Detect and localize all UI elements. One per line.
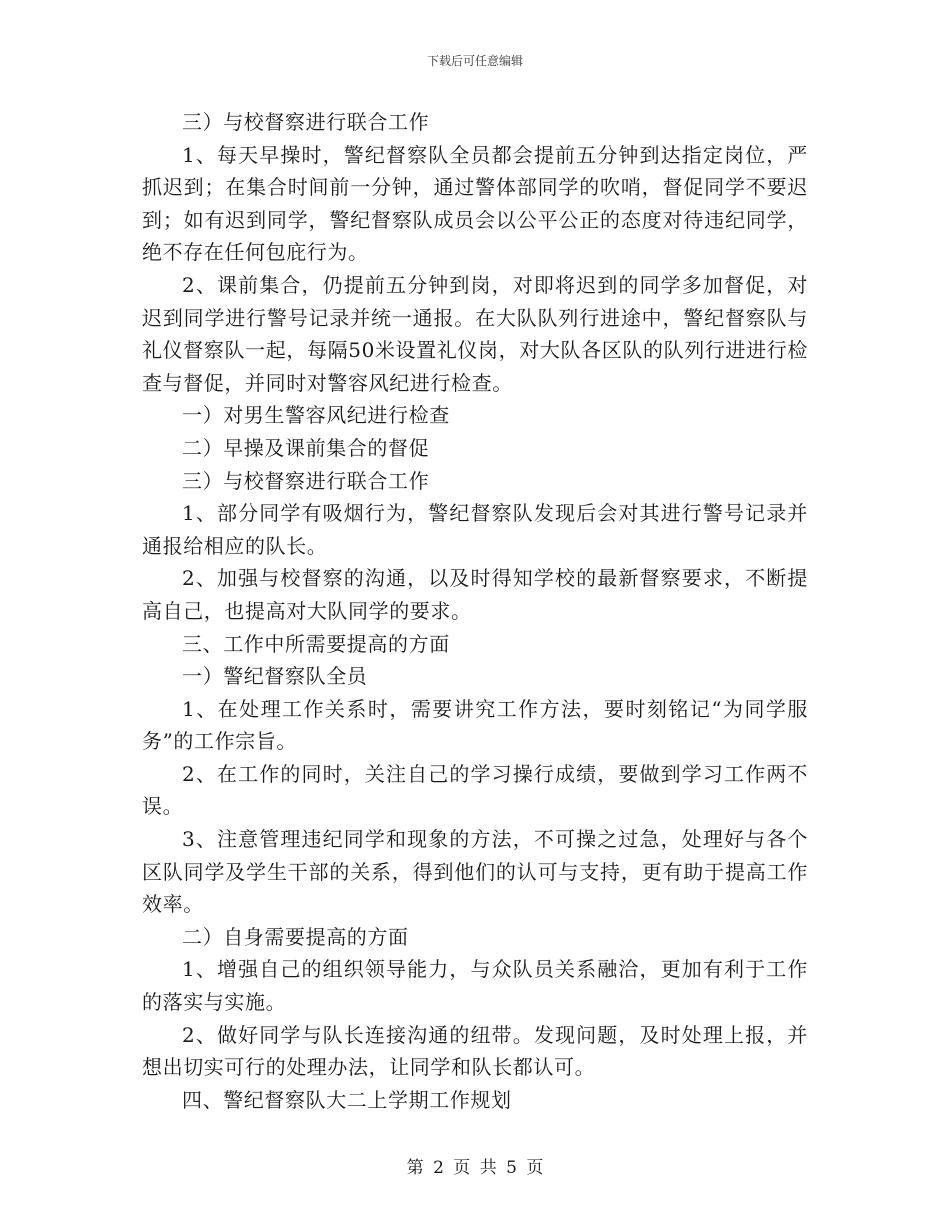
body-paragraph: 2、做好同学与队长连接沟通的纽带。发现问题，及时处理上报，并想出切实可行的处理办法，让同学和队长都认可。 xyxy=(142,1022,808,1080)
page-header: 下载后可任意编辑 xyxy=(426,54,523,68)
body-paragraph: 2、在工作的同时，关注自己的学习操行成绩，要做到学习工作两不误。 xyxy=(142,761,808,819)
section-heading: 四、警纪督察队大二上学期工作规划 xyxy=(182,1087,512,1112)
body-paragraph: 2、课前集合，仍提前五分钟到岗，对即将迟到的同学多加督促，对迟到同学进行警号记录并统一通报。在大队队列行进途中，警纪督察队与礼仪督察队一起，每隔50米设置礼仪岗，对大队各区队的队列行进进行检查与督促，并同时对警容风纪进行检查。 xyxy=(142,272,808,395)
body-paragraph: 2、加强与校督察的沟通，以及时得知学校的最新督察要求，不断提高自己，也提高对大队同学的要求。 xyxy=(142,566,808,623)
section-heading: 三）与校督察进行联合工作 xyxy=(182,468,430,493)
body-paragraph: 3、注意管理违纪同学和现象的方法，不可操之过急，处理好与各个区队同学及学生干部的关系，得到他们的认可与支持，更有助于提高工作效率。 xyxy=(142,827,808,917)
section-heading: 三）与校督察进行联合工作 xyxy=(182,110,430,134)
body-paragraph: 1、在处理工作关系时，需要讲究工作方法，要时刻铭记“为同学服务”的工作宗旨。 xyxy=(142,696,808,754)
section-heading: 一）警纪督察队全员 xyxy=(182,664,368,689)
body-paragraph: 1、每天早操时，警纪督察队全员都会提前五分钟到达指定岗位，严抓迟到；在集合时间前一分钟，通过警体部同学的吹哨，督促同学不要迟到；如有迟到同学，警纪督察队成员会以公平公正的态度对待违纪同学，绝不存在任何包庇行为。 xyxy=(142,142,808,265)
section-heading: 一）对男生警容风纪进行检查 xyxy=(182,403,450,428)
section-heading: 二）自身需要提高的方面 xyxy=(182,924,409,949)
body-paragraph: 1、部分同学有吸烟行为，警纪督察队发现后会对其进行警号记录并通报给相应的队长。 xyxy=(142,501,808,558)
section-heading: 二）早操及课前集合的督促 xyxy=(182,435,430,460)
section-heading: 三、工作中所需要提高的方面 xyxy=(182,631,450,656)
page-footer: 第 2 页 共 5 页 xyxy=(406,1158,544,1178)
document-body xyxy=(142,106,808,1116)
body-paragraph: 1、增强自己的组织领导能力，与众队员关系融洽，更加有利于工作的落实与实施。 xyxy=(142,957,808,1015)
